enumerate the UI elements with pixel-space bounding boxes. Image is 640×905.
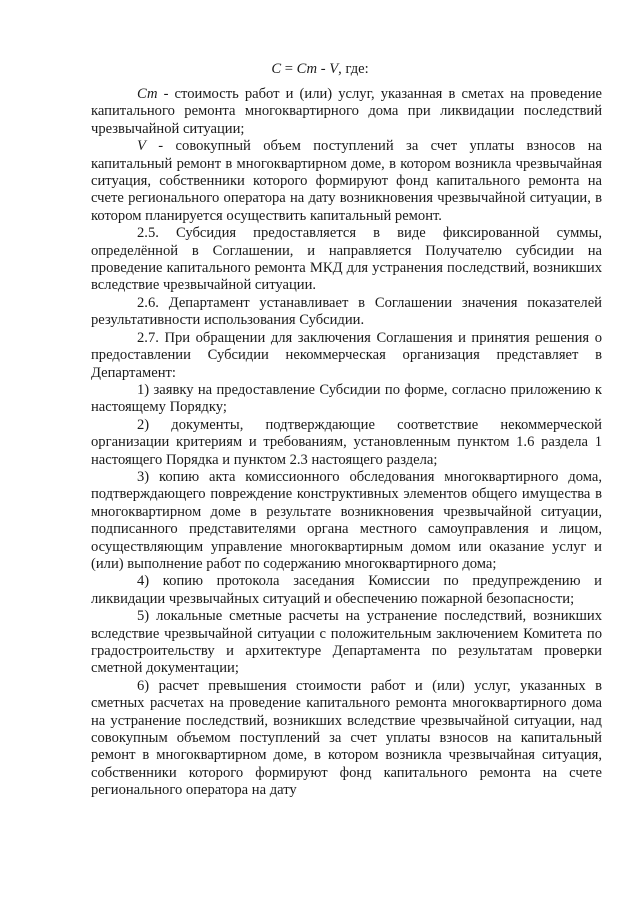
list-item-6: 6) расчет превышения стоимости работ и (или) услуг, указанных в сметных расчетах на проведение капитального ремонта многоквартирного дома на устранение последствий, возникших вследствие чрезвычайной ситуации, над совокупным объемом поступлений за счет уплаты взносов на капитальный ремонт в многоквартирном доме, в котором возникла чрезвычайная ситуация, собственники которого формируют фонд капитального ремонта на счете регионального оператора на дату xyxy=(91,677,602,799)
formula-suffix: , где: xyxy=(338,61,369,77)
formula-v: V xyxy=(329,61,339,77)
formula-minus: - xyxy=(317,61,330,77)
formula-cm: Ст xyxy=(296,61,318,77)
list-item-2: 2) документы, подтверждающие соответствие некоммерческой организации критериям и требованиям, установленным пунктом 1.6 раздела 1 настоящего Порядка и пунктом 2.3 настоящего раздела; xyxy=(91,416,602,468)
definition-symbol: V xyxy=(137,138,146,155)
formula-equals: = xyxy=(281,61,297,77)
paragraph-2-6: 2.6. Департамент устанавливает в Соглашении значения показателей результативности использования Субсидии. xyxy=(91,294,602,329)
definition-symbol: Ст xyxy=(137,86,158,102)
definition-cm xyxy=(91,86,602,138)
list-item-3: 3) копию акта комиссионного обследования многоквартирного дома, подтверждающего повреждение конструктивных элементов общего имущества в многоквартирном доме в результате возникновения чрезвычайной ситуации, подписанного представителями органа местного самоуправления и лицом, осуществляющим управление многоквартирным домом или оказание услуг и (или) выполнение работ по содержанию многоквартирного дома; xyxy=(91,468,602,572)
list-item-5: 5) локальные сметные расчеты на устранение последствий, возникших вследствие чрезвычайной ситуации с положительным заключением Комитета по градостроительству и архитектуре Департамента по результатам проверки сметной документации; xyxy=(91,608,602,677)
paragraph-2-7: 2.7. При обращении для заключения Соглашения и принятия решения о предоставлении Субсидии некоммерческая организация представляет в Департамент: xyxy=(91,329,602,381)
definition-text: - совокупный объем поступлений за счет уплаты взносов на капитальный ремонт в многоквартирном доме, в котором возникла чрезвычайная ситуация, собственники которого формируют фонд капитального ремонта на счете регионального оператора на дату возникновения чрезвычайной ситуации, в котором планируется осуществить капитальный ремонт. xyxy=(91,138,602,224)
formula-c: С xyxy=(271,61,282,77)
definition-text: - стоимость работ и (или) услуг, указанная в сметах на проведение капитального ремонта многоквартирного дома при ликвидации последствий чрезвычайной ситуации; xyxy=(91,86,602,137)
formula-line xyxy=(0,61,640,78)
list-item-1: 1) заявку на предоставление Субсидии по форме, согласно приложению к настоящему Порядку; xyxy=(91,381,602,416)
definition-v xyxy=(91,138,602,225)
paragraph-2-5: 2.5. Субсидия предоставляется в виде фиксированной суммы, определённой в Соглашении, и направляется Получателю субсидии на проведение капитального ремонта МКД для устранения последствий, возникших вследствие чрезвычайной ситуации. xyxy=(91,225,602,294)
list-item-4: 4) копию протокола заседания Комиссии по предупреждению и ликвидации чрезвычайных ситуаций и обеспечению пожарной безопасности; xyxy=(91,573,602,607)
document-body xyxy=(91,86,602,800)
